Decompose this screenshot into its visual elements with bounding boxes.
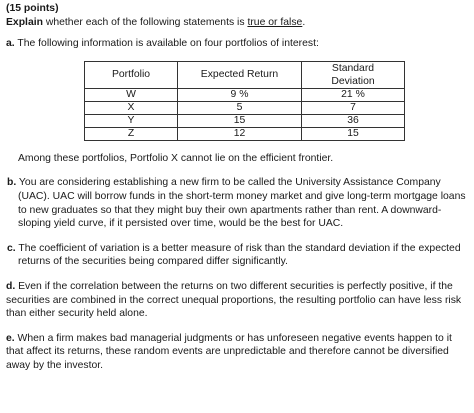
table-row [85,88,405,101]
cell-portfolio: X [85,101,178,114]
item-a [6,37,468,165]
cell-portfolio: W [85,88,178,101]
header-expected-return: Expected Return [178,61,302,88]
item-b [6,176,468,230]
table-row [85,101,405,114]
question-page [6,2,468,373]
item-c-label: c. [7,242,16,254]
instructions-text: whether each of the following statements is [42,16,248,28]
header-standard-deviation-text: Standard Deviation [331,62,375,87]
question-header [6,2,468,29]
portfolio-table [84,61,405,141]
table-row [85,114,405,127]
cell-expected-return: 12 [178,127,302,140]
points-label: (15 points) [6,3,59,14]
true-or-false-text: true or false [247,16,303,28]
cell-expected-return: 9 % [178,88,302,101]
instructions-period: . [302,16,306,28]
item-e-label: e. [6,332,15,344]
item-b-text: You are considering establishing a new firm to be called the University Assistance Company (UAC). UAC will borrow funds in the short-term money market and give long-term mortgage loans to new graduates so that they might buy their own apartments rather than rent. A downward-sloping yield curve, if it persisted over time, would be the best for UAC. [16,177,466,230]
cell-standard-deviation: 36 [302,114,405,127]
item-a-label: a. [6,38,15,50]
cell-portfolio: Z [85,127,178,140]
cell-expected-return: 5 [178,101,302,114]
table-header-row [85,61,405,88]
item-d [6,280,468,321]
item-c [6,242,468,269]
item-e [6,332,468,373]
instructions [6,16,468,30]
cell-portfolio: Y [85,114,178,127]
item-a-text: The following information is available on four portfolios of interest: [14,38,319,50]
item-b-label: b. [7,177,17,189]
item-a-intro [6,37,468,51]
cell-standard-deviation: 7 [302,101,405,114]
table-row [85,127,405,140]
header-standard-deviation [302,61,405,88]
item-a-statement: Among these portfolios, Portfolio X cannot lie on the efficient frontier. [18,152,334,164]
item-c-text: The coefficient of variation is a better measure of risk than the standard deviation if the expected returns of the securities being compared differ significantly. [15,242,461,268]
header-portfolio: Portfolio [85,61,178,88]
cell-standard-deviation: 15 [302,127,405,140]
cell-expected-return: 15 [178,114,302,127]
item-e-text: When a firm makes bad managerial judgments or has unforeseen negative events happen to it that affect its returns, these random events are unpredictable and therefore cannot be diversified away by the investor. [6,332,452,371]
item-d-label: d. [6,280,16,292]
cell-standard-deviation: 21 % [302,88,405,101]
item-d-text: Even if the correlation between the returns on two different securities is perfectly positive, if the securities are combined in the correct unequal proportions, the resulting portfolio can have less risk than either security held alone. [6,280,462,320]
explain-word: Explain [6,16,43,28]
